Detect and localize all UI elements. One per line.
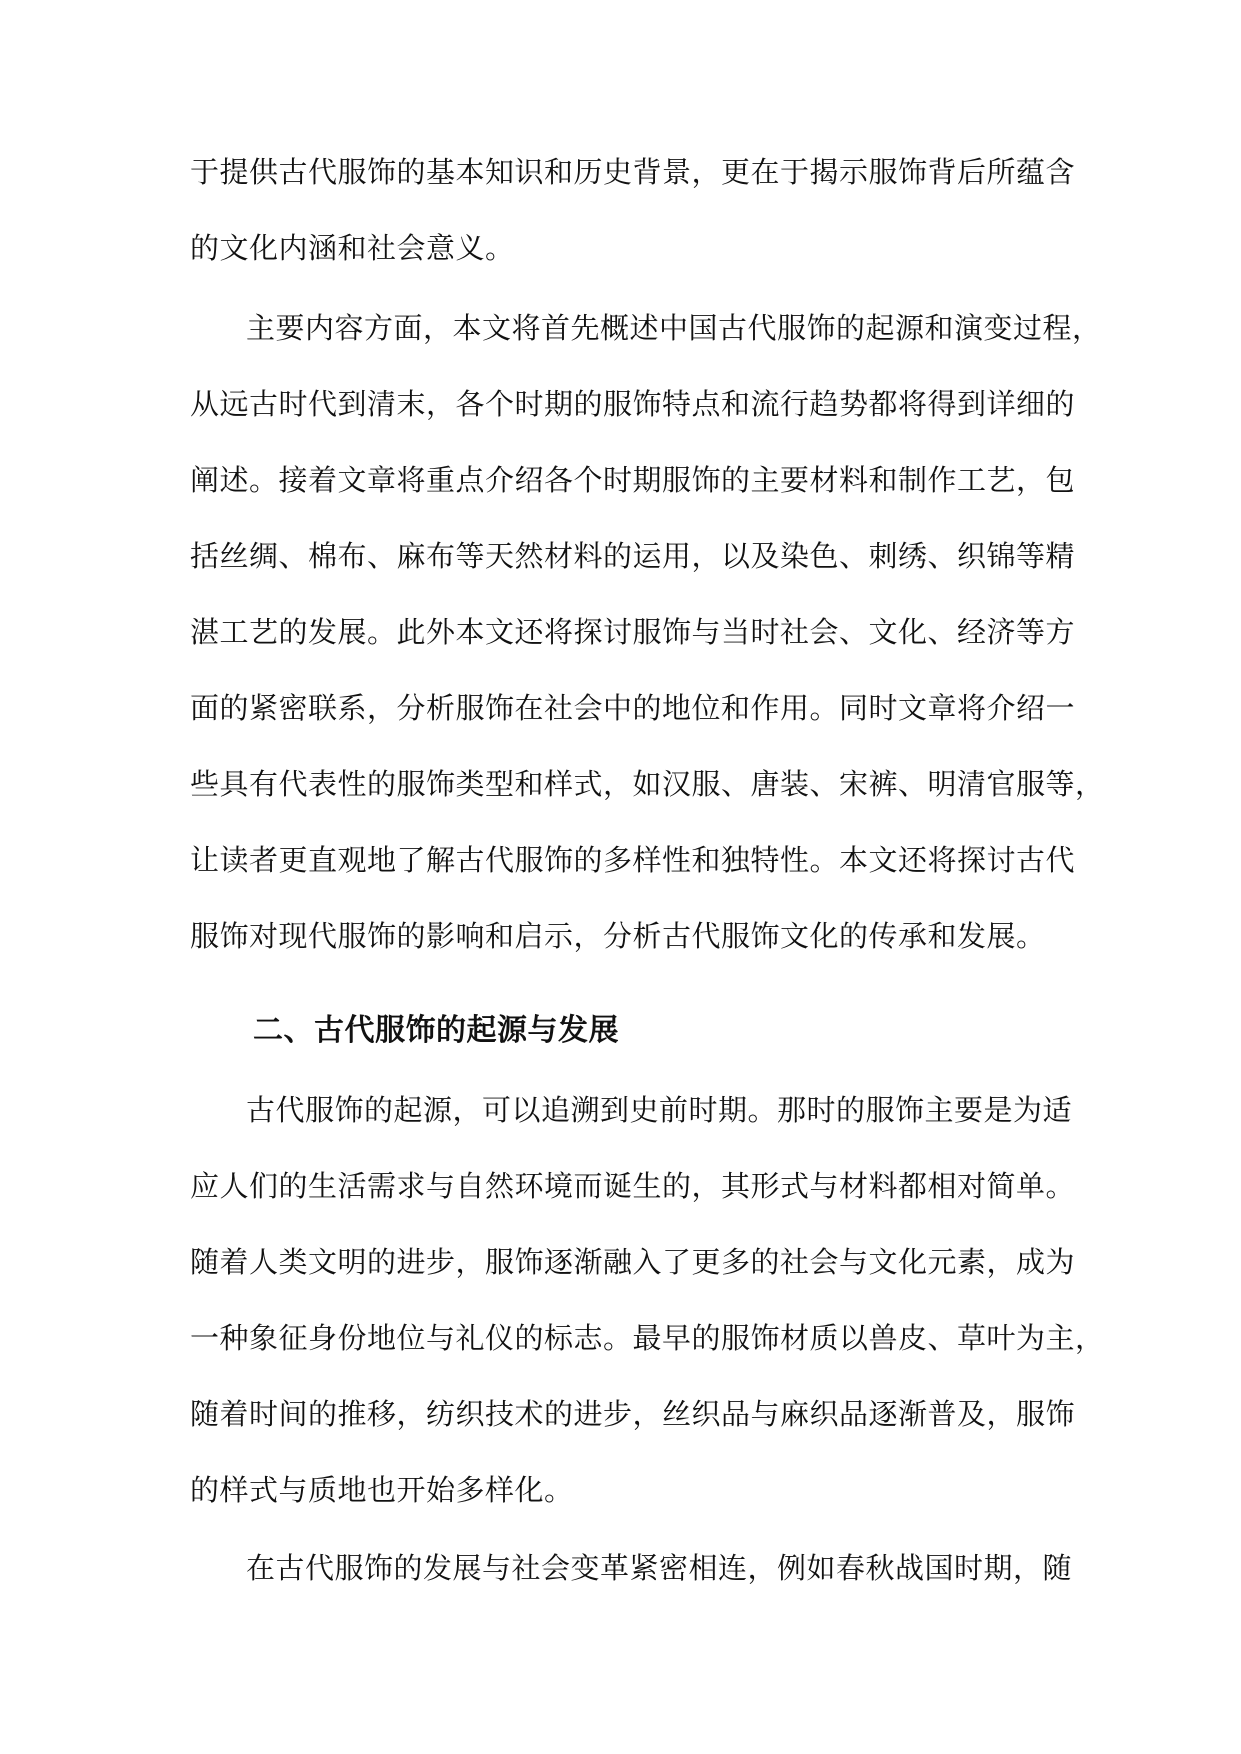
paragraph-line: 随着时间的推移，纺织技术的进步，丝织品与麻织品逐渐普及，服饰	[190, 1397, 1076, 1431]
paragraph-line: 应人们的生活需求与自然环境而诞生的，其形式与材料都相对简单。	[190, 1169, 1076, 1203]
paragraph-line: 括丝绸、棉布、麻布等天然材料的运用，以及染色、刺绣、织锦等精	[190, 539, 1076, 573]
paragraph-line: 面的紧密联系，分析服饰在社会中的地位和作用。同时文章将介绍一	[190, 691, 1076, 725]
paragraph-line: 从远古时代到清末，各个时期的服饰特点和流行趋势都将得到详细的	[190, 387, 1076, 421]
section-heading: 二、古代服饰的起源与发展	[253, 1013, 619, 1048]
paragraph-line: 主要内容方面，本文将首先概述中国古代服饰的起源和演变过程，	[246, 311, 1102, 345]
paragraph-line: 在古代服饰的发展与社会变革紧密相连，例如春秋战国时期，随	[246, 1551, 1073, 1585]
paragraph-line: 随着人类文明的进步，服饰逐渐融入了更多的社会与文化元素，成为	[190, 1245, 1076, 1279]
paragraph-line: 一种象征身份地位与礼仪的标志。最早的服饰材质以兽皮、草叶为主，	[190, 1321, 1105, 1355]
paragraph-line: 古代服饰的起源，可以追溯到史前时期。那时的服饰主要是为适	[246, 1093, 1073, 1127]
paragraph-line: 的样式与质地也开始多样化。	[190, 1473, 574, 1507]
paragraph-line: 些具有代表性的服饰类型和样式，如汉服、唐装、宋裤、明清官服等，	[190, 767, 1105, 801]
paragraph-line: 服饰对现代服饰的影响和启示，分析古代服饰文化的传承和发展。	[190, 919, 1046, 953]
paragraph-line: 的文化内涵和社会意义。	[190, 231, 515, 265]
paragraph-line: 阐述。接着文章将重点介绍各个时期服饰的主要材料和制作工艺，包	[190, 463, 1076, 497]
paragraph-line: 于提供古代服饰的基本知识和历史背景，更在于揭示服饰背后所蕴含	[190, 155, 1076, 189]
paragraph-line: 让读者更直观地了解古代服饰的多样性和独特性。本文还将探讨古代	[190, 843, 1076, 877]
paragraph-line: 湛工艺的发展。此外本文还将探讨服饰与当时社会、文化、经济等方	[190, 615, 1076, 649]
